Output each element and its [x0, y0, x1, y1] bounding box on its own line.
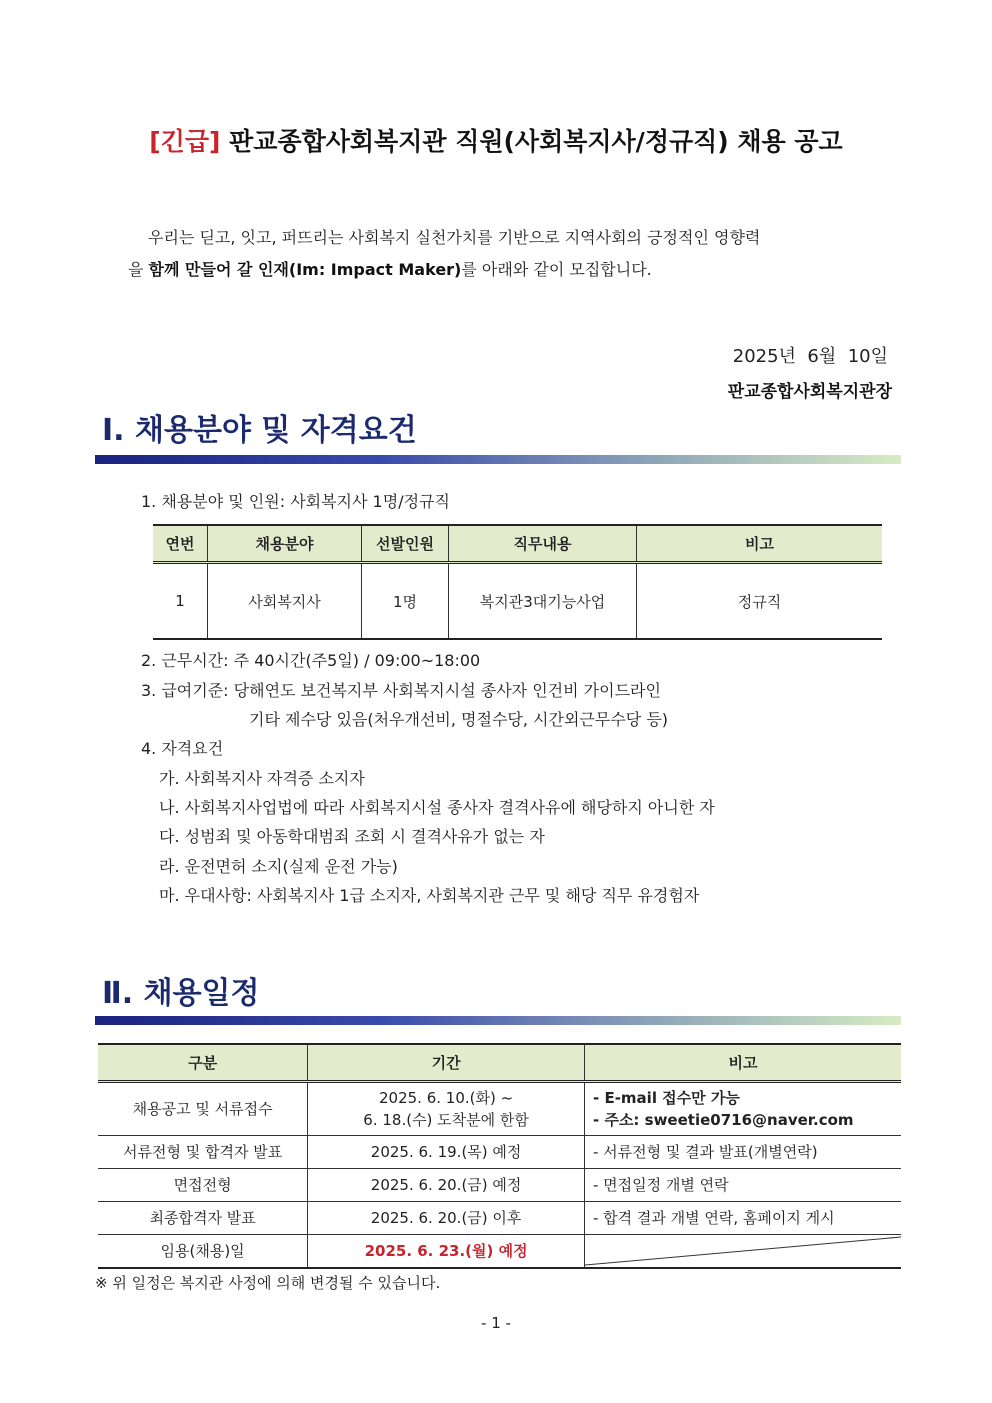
qualification-item: 라. 운전면허 소지(실제 운전 가능): [159, 857, 398, 876]
table-header: 구분: [98, 1044, 308, 1082]
table-cell: 채용공고 및 서류접수: [98, 1082, 308, 1136]
table-cell: 2025. 6. 20.(금) 이후: [308, 1202, 585, 1235]
table-row: [153, 563, 882, 640]
item-4: 4. 자격요건: [141, 739, 224, 758]
item-3: 3. 급여기준: 당해연도 보건복지부 사회복지시설 종사자 인건비 가이드라인: [141, 681, 661, 700]
qualification-item: 가. 사회복지사 자격증 소지자: [159, 769, 365, 788]
intro-line-2: 을 함께 만들어 갈 인재(Im: Impact Maker)를 아래와 같이 모집합니다.: [128, 260, 652, 279]
table-header: 연번: [153, 525, 208, 563]
table-header: 비고: [585, 1044, 902, 1082]
table-header-row: [98, 1044, 901, 1082]
table-cell: 면접전형: [98, 1169, 308, 1202]
table-cell: 2025. 6. 23.(월) 예정: [308, 1235, 585, 1269]
recruitment-table: [153, 524, 882, 640]
table-cell: 1: [153, 563, 208, 640]
announcement-date: 2025년 6월 10일: [732, 346, 888, 367]
schedule-table: [98, 1043, 901, 1269]
footnote: ※ 위 일정은 복지관 사정에 의해 변경될 수 있습니다.: [95, 1274, 441, 1292]
section-2-heading: Ⅱ. 채용일정: [102, 976, 260, 1011]
table-row: [98, 1202, 901, 1235]
intro-paragraph: [128, 222, 868, 286]
table-cell: 복지관3대기능사업: [449, 563, 637, 640]
table-cell: 2025. 6. 20.(금) 예정: [308, 1169, 585, 1202]
table-cell: 서류전형 및 합격자 발표: [98, 1136, 308, 1169]
table-cell: - 면접일정 개별 연락: [585, 1169, 902, 1202]
title-text: 판교종합사회복지관 직원(사회복지사/정규직) 채용 공고: [229, 127, 843, 156]
table-cell: 정규직: [637, 563, 883, 640]
table-row: [98, 1136, 901, 1169]
table-header: 기간: [308, 1044, 585, 1082]
intro-line-1: 우리는 딛고, 잇고, 퍼뜨리는 사회복지 실천가치를 기반으로 지역사회의 긍정적인 영향력: [148, 228, 761, 247]
page-number: - 1 -: [481, 1314, 511, 1332]
table-header: 선발인원: [362, 525, 449, 563]
table-cell: 2025. 6. 10.(화) ~ 6. 18.(수) 도착분에 한함: [308, 1082, 585, 1136]
table-cell: 임용(채용)일: [98, 1235, 308, 1269]
table-cell: - 합격 결과 개별 연락, 홈페이지 게시: [585, 1202, 902, 1235]
qualification-item: 마. 우대사항: 사회복지사 1급 소지자, 사회복지관 근무 및 해당 직무 유경험자: [159, 886, 700, 905]
item-3-continued: 기타 제수당 있음(처우개선비, 명절수당, 시간외근무수당 등): [249, 710, 669, 729]
table-header: 채용분야: [208, 525, 362, 563]
table-cell: 사회복지사: [208, 563, 362, 640]
qualification-item: 다. 성범죄 및 아동학대범죄 조회 시 결격사유가 없는 자: [159, 827, 545, 846]
section-1-heading: Ⅰ. 채용분야 및 자격요건: [102, 413, 417, 448]
section-2-divider: [95, 1016, 901, 1025]
table-header: 직무내용: [449, 525, 637, 563]
table-cell: 1명: [362, 563, 449, 640]
item-1: 1. 채용분야 및 인원: 사회복지사 1명/정규직: [141, 492, 450, 511]
table-cell: - 서류전형 및 결과 발표(개별연락): [585, 1136, 902, 1169]
table-row: [98, 1235, 901, 1269]
table-cell: - E-mail 접수만 가능 - 주소: sweetie0716@naver.com: [585, 1082, 902, 1136]
empty-diagonal-cell: [585, 1235, 902, 1269]
intro-bold: 함께 만들어 갈 인재(Im: Impact Maker): [148, 260, 462, 279]
table-row: [98, 1082, 901, 1136]
table-cell: 최종합격자 발표: [98, 1202, 308, 1235]
diagonal-line: [585, 1236, 901, 1266]
organization-name: 판교종합사회복지관장: [727, 382, 892, 402]
qualification-item: 나. 사회복지사업법에 따라 사회복지시설 종사자 결격사유에 해당하지 아니한 자: [159, 798, 715, 817]
section-1-divider: [95, 455, 901, 464]
table-cell: 2025. 6. 19.(목) 예정: [308, 1136, 585, 1169]
table-header-row: [153, 525, 882, 563]
table-header: 비고: [637, 525, 883, 563]
urgent-tag: [긴급]: [149, 127, 221, 156]
table-row: [98, 1169, 901, 1202]
page-title: [0, 122, 992, 158]
item-2: 2. 근무시간: 주 40시간(주5일) / 09:00~18:00: [141, 651, 481, 670]
